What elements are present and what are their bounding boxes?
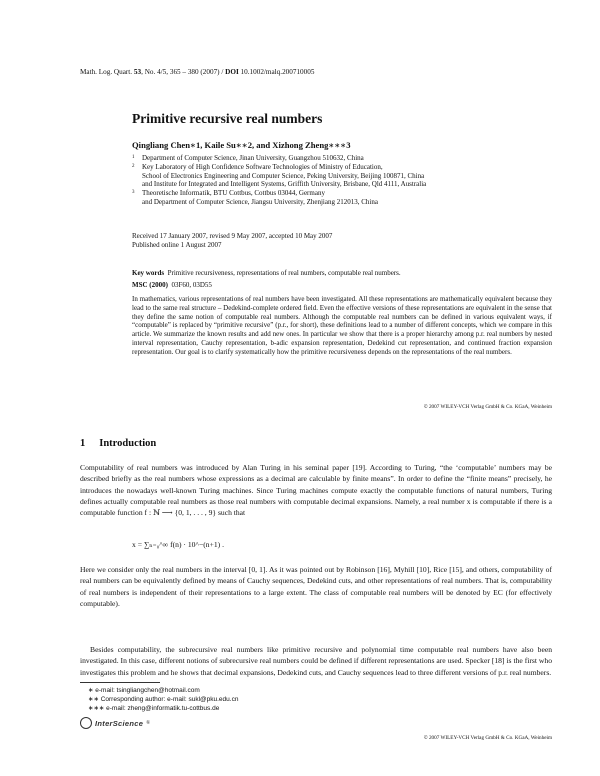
paper-title: Primitive recursive real numbers [132,111,323,126]
footnote: ∗ e-mail: tsingliangchen@hotmail.com [88,687,200,694]
paragraph: Here we consider only the real numbers in the interval [0, 1]. As it was pointed out by Robinson [16], Myhill [10], Rice [15], and others, computability of real numbers can be equivalently defined by means of Cauchy sequences, Dedekind cuts, and other representations of real numbers. That is, computability of real numbers is independent of their representations to a large extent. The class of computable real numbers will be denoted by EC (for effectively computable). [80,565,552,608]
logo-circle-icon [80,717,92,729]
author-list: Qingliang Chen∗1, Kaile Su∗∗2, and Xizhong Zheng∗∗∗3 [132,140,351,150]
equation: x = ∑ₙ₌₀^∞ f(n) · 10^−(n+1) . [132,540,224,549]
dates: Received 17 January 2007, revised 9 May 2007, accepted 10 May 2007 Published online 1 August 2007 [132,232,333,249]
abstract: In mathematics, various representations of real numbers have been investigated. All these representations are mathematically equivalent because they lead to the same real structure – Dedekind-complete ordered field. Even the effective versions of these representations are equivalent in the sense that they define the same notion of computable real numbers. Although the computable real numbers can be defined in various equivalent ways, if “computable” is replaced by “primitive recursive” (p.r., for short), these definitions lead to a number of different concepts, which we compare in this article. We summarize the known results and add new ones. In particular we show that there is a proper hierarchy among p.r. real numbers by nested interval representation, Cauchy representation, b-adic expansion representation, Dedekind cut representation, and continued fraction expansion representation. Our goal is to clarify systematically how the primitive recursiveness depends on the representations of the real numbers. [132,295,552,356]
copyright-notice: © 2007 WILEY-VCH Verlag GmbH & Co. KGaA, Weinheim [423,404,552,410]
running-head: Math. Log. Quart. 53, No. 4/5, 365 – 380 (2007) / DOI 10.1002/malq.200710005 [80,68,315,76]
publisher-logo: InterScience ® [80,717,150,729]
volume: 53 [133,68,142,76]
keywords-block: Key words Primitive recursiveness, representations of real numbers, computable real numbers. MSC (2000) 03F60, 03D55 [132,269,401,289]
footnote: ∗∗∗ e-mail: zheng@informatik.tu-cottbus.de [88,705,220,712]
affiliation: 1 Department of Computer Science, Jinan University, Guangzhou 510632, China [132,154,364,162]
footnote: ∗∗ Corresponding author: e-mail: sukl@pku.edu.cn [88,696,239,703]
section-heading: 1 Introduction [80,438,157,449]
copyright-notice-footer: © 2007 WILEY-VCH Verlag GmbH & Co. KGaA, Weinheim [423,735,552,741]
affiliations [132,154,552,207]
affiliation: 3 Theoretische Informatik, BTU Cottbus, Cottbus 03044, Germany and Department of Computer Science, Jiangsu University, Zhenjiang 212013, China [132,189,378,206]
paragraph: Besides computability, the subrecursive real numbers like primitive recursive and polynomial time computable real numbers have also been investigated. In this case, different notions of subrecursive real numbers could be defined if different representations are used. Specker [18] is the first who investigates this problem and he shows that decimal expansions, Dedekind cuts, and Cauchy sequences lead to three different versions of p.r. real numbers. [80,645,552,677]
paragraph: Computability of real numbers was introduced by Alan Turing in his seminal paper [19]. According to Turing, “the ‘computable’ numbers may be described briefly as the real numbers whose expressions as a decimal are calculable by finite means”. In order to define the “finite means” precisely, he introduces the nowadays well-known Turing machines. Since Turing machines compute exactly the computable functions of natural numbers, Turing defines actually computable real numbers as those real numbers with computable decimal expansions. Namely, a real number x is computable if there is a computable function f : ℕ ⟶ {0, 1, . . . , 9} such that [80,463,552,518]
footnote-rule [80,682,160,683]
doi-link[interactable]: 10.1002/malq.200710005 [240,68,315,76]
affiliation: 2 Key Laboratory of High Confidence Software Technologies of Ministry of Education, School of Electronics Engineering and Computer Science, Peking University, Beijing 100871, China and Institute for Integrated and Intelligent Systems, Griffith University, Brisbane, Qld 4111, Australia [132,162,427,189]
